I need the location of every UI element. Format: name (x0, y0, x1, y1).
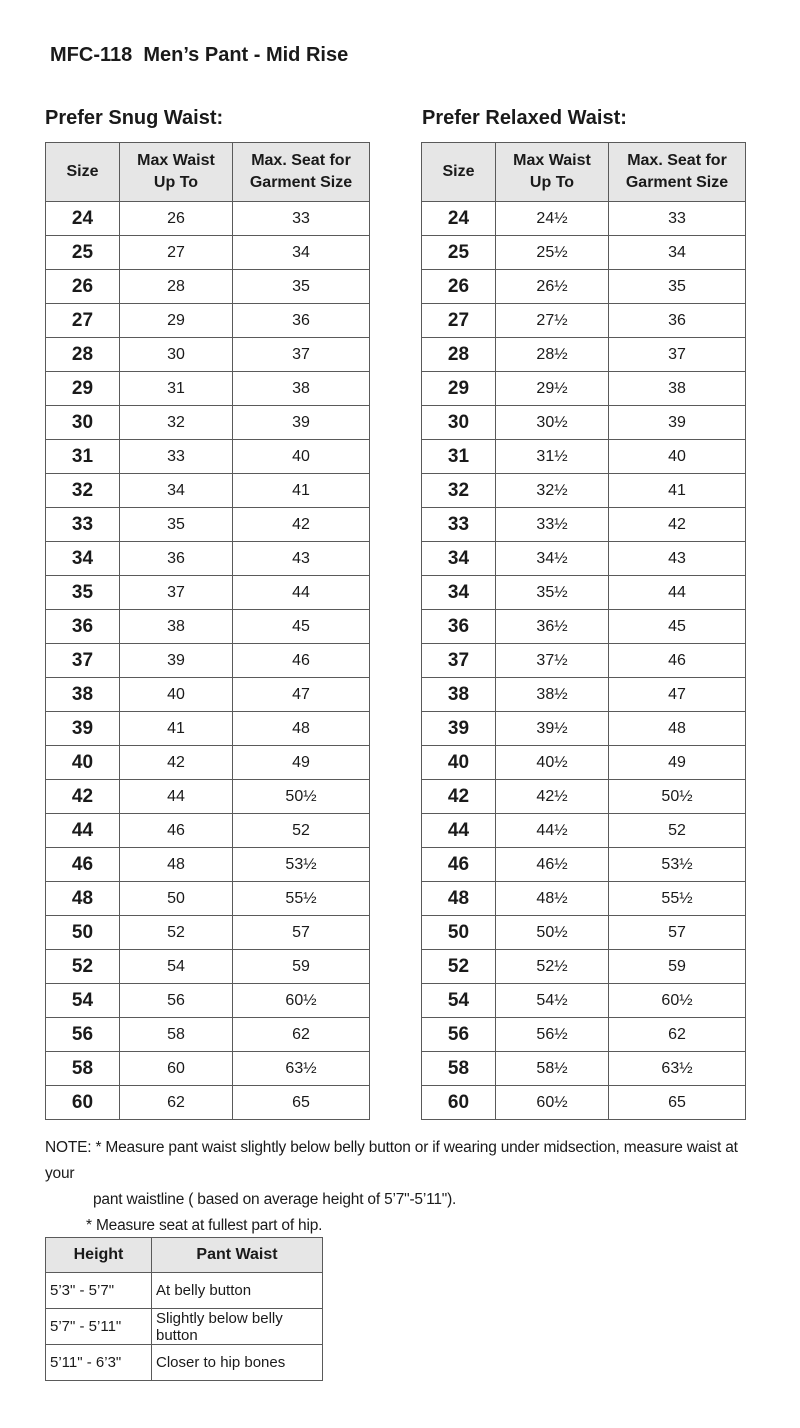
max-waist-cell: 52½ (496, 950, 609, 984)
relaxed-size-table (421, 142, 746, 1120)
table-row (46, 644, 370, 678)
height-header: Height (46, 1238, 152, 1273)
size-cell: 31 (422, 440, 496, 474)
max-waist-cell: 50½ (496, 916, 609, 950)
table-row (46, 406, 370, 440)
table-row (422, 780, 746, 814)
page-title: MFC-118 Men’s Pant - Mid Rise (50, 44, 349, 66)
size-cell: 46 (46, 848, 120, 882)
table-row (422, 1052, 746, 1086)
max-waist-cell: 52 (120, 916, 233, 950)
table-row (46, 916, 370, 950)
max-waist-cell: 42 (120, 746, 233, 780)
max-seat-cell: 50½ (233, 780, 370, 814)
pant-waist-cell: At belly button (152, 1273, 323, 1309)
table-row (422, 542, 746, 576)
max-seat-cell: 39 (609, 406, 746, 440)
max-seat-cell: 63½ (233, 1052, 370, 1086)
note-line: * Measure seat at fullest part of hip. (86, 1217, 323, 1234)
height-cell: 5’3" - 5’7" (46, 1273, 152, 1309)
size-cell: 25 (422, 236, 496, 270)
size-cell: 27 (422, 304, 496, 338)
table-row (46, 882, 370, 916)
max-waist-cell: 36½ (496, 610, 609, 644)
max-waist-cell: 26 (120, 202, 233, 236)
size-cell: 40 (46, 746, 120, 780)
max-seat-cell: 52 (609, 814, 746, 848)
size-cell: 24 (46, 202, 120, 236)
table-header-row (46, 1238, 323, 1273)
table-row (422, 1018, 746, 1052)
max-waist-cell: 37 (120, 576, 233, 610)
table-row (46, 474, 370, 508)
max-waist-cell: 28½ (496, 338, 609, 372)
table-row (422, 814, 746, 848)
size-cell: 28 (46, 338, 120, 372)
max-seat-cell: 59 (233, 950, 370, 984)
max-seat-cell: 47 (233, 678, 370, 712)
table-row (422, 576, 746, 610)
height-cell: 5’7" - 5’11" (46, 1309, 152, 1345)
table-row (46, 1052, 370, 1086)
max-waist-cell: 44½ (496, 814, 609, 848)
max-waist-cell: 60 (120, 1052, 233, 1086)
max-seat-cell: 42 (233, 508, 370, 542)
table-row (422, 610, 746, 644)
max-seat-cell: 33 (233, 202, 370, 236)
max-seat-cell: 34 (233, 236, 370, 270)
max-waist-cell: 37½ (496, 644, 609, 678)
size-cell: 39 (46, 712, 120, 746)
size-cell: 56 (46, 1018, 120, 1052)
size-cell: 32 (46, 474, 120, 508)
max-seat-cell: 34 (609, 236, 746, 270)
max-seat-cell: 57 (233, 916, 370, 950)
height-waist-table (45, 1237, 323, 1381)
max-seat-cell: 42 (609, 508, 746, 542)
size-cell: 38 (46, 678, 120, 712)
size-cell: 29 (46, 372, 120, 406)
max-seat-cell: 43 (609, 542, 746, 576)
max-seat-cell: 41 (609, 474, 746, 508)
max-waist-cell: 34 (120, 474, 233, 508)
max-waist-cell: 33 (120, 440, 233, 474)
table-row (46, 678, 370, 712)
max-seat-cell: 41 (233, 474, 370, 508)
max-waist-header: Max Waist Up To (496, 143, 609, 202)
pant-waist-header: Pant Waist (152, 1238, 323, 1273)
size-cell: 26 (422, 270, 496, 304)
max-seat-cell: 37 (609, 338, 746, 372)
relaxed-heading: Prefer Relaxed Waist: (422, 107, 627, 129)
max-seat-cell: 45 (609, 610, 746, 644)
table-row (422, 1086, 746, 1120)
table-row (422, 712, 746, 746)
max-seat-cell: 59 (609, 950, 746, 984)
size-cell: 50 (422, 916, 496, 950)
max-seat-cell: 53½ (233, 848, 370, 882)
size-cell: 25 (46, 236, 120, 270)
max-waist-cell: 39½ (496, 712, 609, 746)
size-cell: 44 (422, 814, 496, 848)
max-waist-cell: 60½ (496, 1086, 609, 1120)
max-waist-cell: 34½ (496, 542, 609, 576)
max-waist-cell: 58 (120, 1018, 233, 1052)
size-cell: 34 (422, 576, 496, 610)
table-row (422, 916, 746, 950)
max-waist-cell: 62 (120, 1086, 233, 1120)
snug-heading: Prefer Snug Waist: (45, 107, 224, 129)
max-waist-cell: 46 (120, 814, 233, 848)
table-row (422, 406, 746, 440)
size-cell: 24 (422, 202, 496, 236)
table-row (422, 236, 746, 270)
size-cell: 52 (46, 950, 120, 984)
max-seat-cell: 46 (609, 644, 746, 678)
table-row (46, 372, 370, 406)
size-cell: 48 (422, 882, 496, 916)
size-cell: 34 (46, 542, 120, 576)
size-cell: 36 (422, 610, 496, 644)
size-cell: 44 (46, 814, 120, 848)
max-waist-cell: 40 (120, 678, 233, 712)
max-waist-cell: 48 (120, 848, 233, 882)
max-seat-cell: 37 (233, 338, 370, 372)
size-cell: 34 (422, 542, 496, 576)
table-header-row (46, 143, 370, 202)
size-cell: 35 (46, 576, 120, 610)
size-header: Size (422, 143, 496, 202)
max-waist-cell: 31 (120, 372, 233, 406)
table-row (422, 440, 746, 474)
max-seat-cell: 55½ (233, 882, 370, 916)
max-seat-cell: 62 (233, 1018, 370, 1052)
max-seat-cell: 48 (233, 712, 370, 746)
snug-size-table (45, 142, 370, 1120)
size-cell: 52 (422, 950, 496, 984)
size-cell: 46 (422, 848, 496, 882)
size-cell: 42 (422, 780, 496, 814)
table-row (46, 338, 370, 372)
table-row (422, 644, 746, 678)
max-seat-cell: 43 (233, 542, 370, 576)
max-waist-cell: 39 (120, 644, 233, 678)
max-seat-cell: 65 (609, 1086, 746, 1120)
max-seat-cell: 46 (233, 644, 370, 678)
table-row (422, 474, 746, 508)
max-waist-cell: 27½ (496, 304, 609, 338)
table-row (46, 984, 370, 1018)
size-cell: 38 (422, 678, 496, 712)
table-row (46, 1309, 323, 1345)
table-row (46, 202, 370, 236)
table-row (422, 338, 746, 372)
size-cell: 33 (46, 508, 120, 542)
table-row (46, 712, 370, 746)
max-seat-header: Max. Seat for Garment Size (233, 143, 370, 202)
table-row (422, 508, 746, 542)
max-seat-cell: 62 (609, 1018, 746, 1052)
table-row (46, 236, 370, 270)
size-cell: 28 (422, 338, 496, 372)
table-row (46, 304, 370, 338)
size-cell: 56 (422, 1018, 496, 1052)
max-waist-cell: 27 (120, 236, 233, 270)
max-seat-cell: 40 (233, 440, 370, 474)
max-seat-cell: 36 (233, 304, 370, 338)
max-seat-cell: 50½ (609, 780, 746, 814)
max-waist-cell: 25½ (496, 236, 609, 270)
max-seat-cell: 47 (609, 678, 746, 712)
max-seat-cell: 45 (233, 610, 370, 644)
max-waist-cell: 24½ (496, 202, 609, 236)
table-row (422, 882, 746, 916)
size-cell: 48 (46, 882, 120, 916)
max-seat-cell: 44 (609, 576, 746, 610)
table-row (46, 1086, 370, 1120)
max-waist-cell: 41 (120, 712, 233, 746)
table-row (46, 576, 370, 610)
max-waist-cell: 38 (120, 610, 233, 644)
size-cell: 58 (46, 1052, 120, 1086)
size-cell: 50 (46, 916, 120, 950)
table-row (46, 270, 370, 304)
size-cell: 33 (422, 508, 496, 542)
max-seat-cell: 33 (609, 202, 746, 236)
max-waist-cell: 26½ (496, 270, 609, 304)
max-waist-cell: 35 (120, 508, 233, 542)
max-seat-cell: 63½ (609, 1052, 746, 1086)
table-row (46, 848, 370, 882)
max-waist-cell: 32½ (496, 474, 609, 508)
size-cell: 54 (422, 984, 496, 1018)
max-seat-cell: 57 (609, 916, 746, 950)
size-cell: 27 (46, 304, 120, 338)
note-line: NOTE: * Measure pant waist slightly below belly button or if wearing under midsection, measure waist at your (45, 1139, 738, 1182)
table-row (422, 848, 746, 882)
table-row (422, 950, 746, 984)
note-line: pant waistline ( based on average height of 5’7"-5’11"). (93, 1191, 457, 1208)
max-seat-header: Max. Seat for Garment Size (609, 143, 746, 202)
table-row (46, 440, 370, 474)
table-row (46, 780, 370, 814)
max-seat-cell: 40 (609, 440, 746, 474)
max-waist-cell: 36 (120, 542, 233, 576)
size-cell: 31 (46, 440, 120, 474)
max-waist-cell: 30 (120, 338, 233, 372)
max-seat-cell: 48 (609, 712, 746, 746)
size-header: Size (46, 143, 120, 202)
table-row (46, 814, 370, 848)
table-row (422, 746, 746, 780)
max-seat-cell: 52 (233, 814, 370, 848)
max-waist-cell: 46½ (496, 848, 609, 882)
max-waist-cell: 35½ (496, 576, 609, 610)
size-cell: 32 (422, 474, 496, 508)
size-cell: 40 (422, 746, 496, 780)
size-cell: 39 (422, 712, 496, 746)
max-waist-cell: 38½ (496, 678, 609, 712)
table-row (46, 508, 370, 542)
size-cell: 30 (46, 406, 120, 440)
max-seat-cell: 35 (609, 270, 746, 304)
max-waist-cell: 56½ (496, 1018, 609, 1052)
max-waist-cell: 31½ (496, 440, 609, 474)
size-cell: 58 (422, 1052, 496, 1086)
max-waist-cell: 54½ (496, 984, 609, 1018)
size-cell: 60 (46, 1086, 120, 1120)
table-row (422, 270, 746, 304)
max-waist-cell: 30½ (496, 406, 609, 440)
max-seat-cell: 60½ (609, 984, 746, 1018)
max-waist-cell: 56 (120, 984, 233, 1018)
max-seat-cell: 44 (233, 576, 370, 610)
table-row (46, 746, 370, 780)
max-seat-cell: 55½ (609, 882, 746, 916)
max-seat-cell: 35 (233, 270, 370, 304)
size-cell: 42 (46, 780, 120, 814)
max-waist-cell: 32 (120, 406, 233, 440)
max-seat-cell: 49 (233, 746, 370, 780)
height-cell: 5’11" - 6’3" (46, 1345, 152, 1381)
size-cell: 30 (422, 406, 496, 440)
max-waist-cell: 58½ (496, 1052, 609, 1086)
size-cell: 29 (422, 372, 496, 406)
max-waist-cell: 54 (120, 950, 233, 984)
size-cell: 37 (422, 644, 496, 678)
max-waist-cell: 33½ (496, 508, 609, 542)
table-row (422, 202, 746, 236)
max-seat-cell: 49 (609, 746, 746, 780)
max-seat-cell: 38 (609, 372, 746, 406)
table-row (46, 950, 370, 984)
max-waist-cell: 29 (120, 304, 233, 338)
table-row (422, 304, 746, 338)
max-waist-cell: 42½ (496, 780, 609, 814)
table-row (46, 610, 370, 644)
table-row (422, 678, 746, 712)
size-cell: 36 (46, 610, 120, 644)
max-seat-cell: 60½ (233, 984, 370, 1018)
max-waist-cell: 40½ (496, 746, 609, 780)
max-seat-cell: 65 (233, 1086, 370, 1120)
max-seat-cell: 39 (233, 406, 370, 440)
max-waist-cell: 50 (120, 882, 233, 916)
pant-waist-cell: Closer to hip bones (152, 1345, 323, 1381)
size-cell: 37 (46, 644, 120, 678)
max-waist-cell: 29½ (496, 372, 609, 406)
size-cell: 54 (46, 984, 120, 1018)
measurement-note (45, 1135, 765, 1239)
max-seat-cell: 38 (233, 372, 370, 406)
max-waist-cell: 28 (120, 270, 233, 304)
max-waist-header: Max Waist Up To (120, 143, 233, 202)
table-row (46, 1273, 323, 1309)
table-row (422, 984, 746, 1018)
table-row (422, 372, 746, 406)
table-row (46, 1345, 323, 1381)
max-waist-cell: 48½ (496, 882, 609, 916)
size-cell: 26 (46, 270, 120, 304)
size-cell: 60 (422, 1086, 496, 1120)
table-header-row (422, 143, 746, 202)
max-waist-cell: 44 (120, 780, 233, 814)
max-seat-cell: 53½ (609, 848, 746, 882)
pant-waist-cell: Slightly below belly button (152, 1309, 323, 1345)
table-row (46, 1018, 370, 1052)
table-row (46, 542, 370, 576)
max-seat-cell: 36 (609, 304, 746, 338)
